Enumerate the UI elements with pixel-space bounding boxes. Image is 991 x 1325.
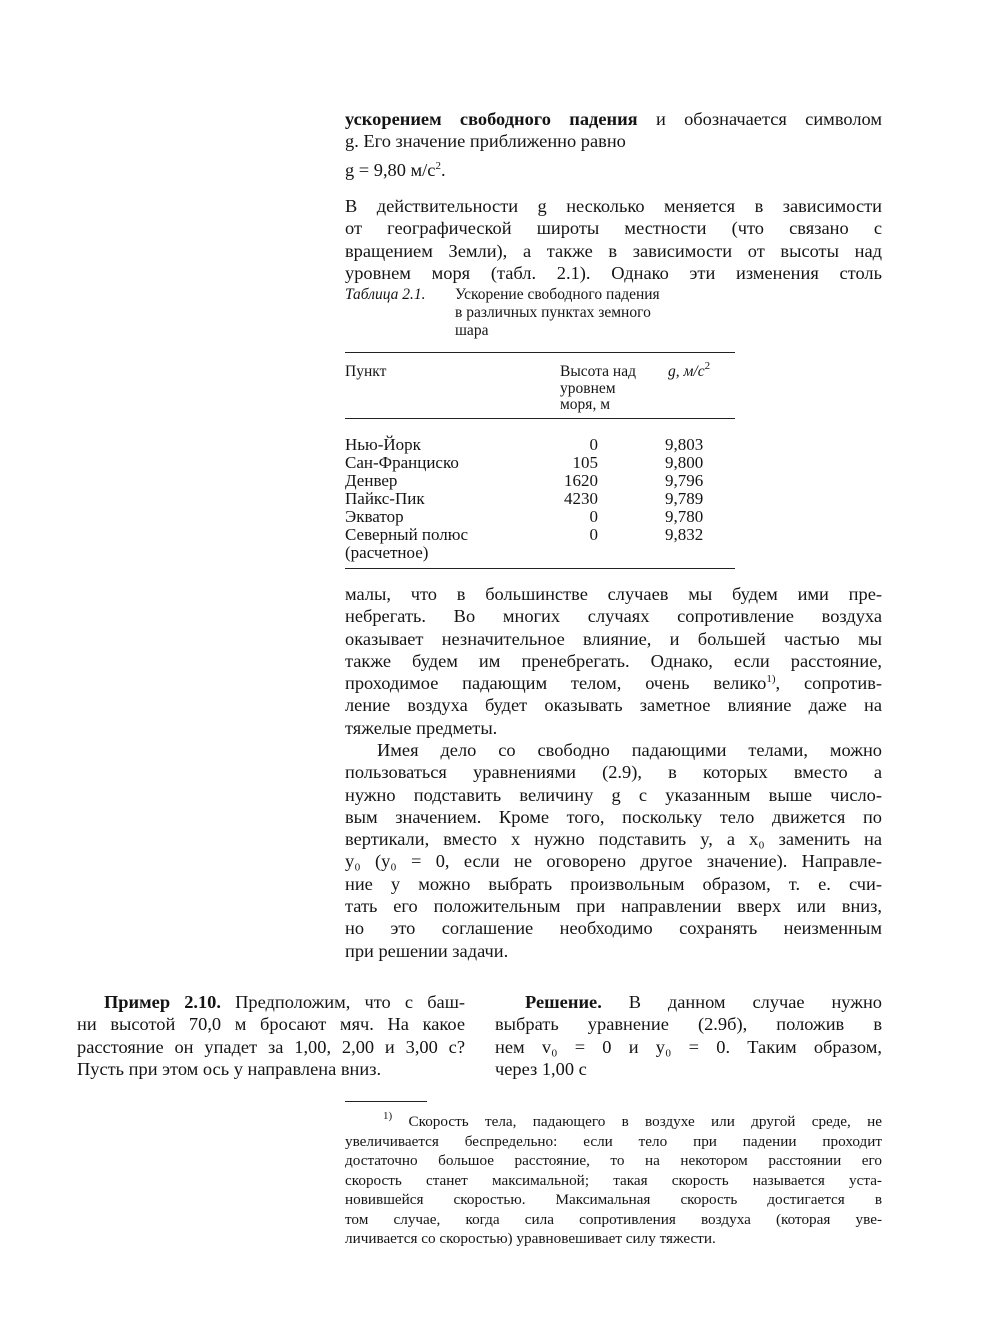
intro-line-2: g. Его значение приближенно равно [345,131,626,152]
paragraph-3 [345,739,882,962]
cell-height: 0 [589,507,598,526]
table-caption-label: Таблица 2.1. [345,286,426,303]
cell-g: 9,780 [665,507,704,526]
text-line: ление воздуха будет оказывать заметное влияние даже на [345,695,882,716]
text-line: достаточно большое расстояние, то на некотором расстоянии его [345,1152,882,1169]
cell-place: Сан-Франциско [345,453,459,472]
cell-place: Нью-Йорк [345,435,421,454]
cell-g: 9,803 [665,435,704,454]
solution-block [495,991,882,1080]
example-label: Пример 2.10. [104,992,221,1012]
paragraph-1 [345,195,882,284]
text-line: тяжелые предметы. [345,717,498,738]
table-header-rule [345,418,735,419]
text-line: нем v₀ = 0 и y₀ = 0. Таким образом, [495,1036,882,1057]
cell-g: 9,800 [665,453,704,472]
text-line: через 1,00 с [495,1058,587,1079]
formula-g: g = 9,80 $м/с^2$. [345,159,446,180]
text-line: тать его положительным при направлении вверх или вниз, [345,896,882,917]
text-line: также будем им пренебрегать. Однако, если расстояние, [345,650,882,671]
cell-place: Пайкс-Пик [345,489,425,508]
text-line: новившейся скоростью. Максимальная скорость достигается в [345,1191,882,1208]
text-line: ни высотой 70,0 м бросают мяч. На какое [77,1014,465,1035]
table-caption-line: в различных пунктах земного [455,304,651,321]
text-line: уровнем моря (табл. 2.1). Однако эти изменения столь [345,262,882,283]
table-caption-line: Ускорение свободного падения [455,286,660,303]
col-header-g: g, $м/с^2$ [668,360,711,380]
text-line: но это соглашение необходимо сохранять неизменным [345,918,882,939]
cell-height: 0 [589,525,598,544]
footnote [345,1112,882,1249]
paragraph-2 [345,583,882,739]
text-line: вым значением. Кроме того, поскольку тело движется по [345,806,882,827]
col-header-height: Высота над уровнем моря, м [560,363,636,413]
text-line: оказывает незначительное влияние, и большей частью мы [345,628,882,649]
table-bottom-rule [345,568,735,569]
text-line: В действительности g несколько меняется в зависимости [345,196,882,216]
text-line: Пусть при этом ось y направлена вниз. [77,1058,382,1079]
cell-height: 105 [572,453,598,472]
text-line: том случае, когда сила сопротивления воздуха (которая уве- [345,1210,882,1228]
cell-height: 0 [589,435,598,454]
text-line: Имея дело со свободно падающими телами, можно [377,740,882,760]
footnote-rule [345,1101,427,1102]
text-line: $^{1)}$ Скорость тела, падающего в воздухе или другой среде, не [383,1110,882,1130]
text-line: выбрать уравнение (2.9б), положив в [495,1014,882,1035]
cell-g: 9,796 [665,471,704,490]
text-line: малы, что в большинстве случаев мы будем ими пре- [345,584,882,604]
text-line: проходимое падающим телом, очень велико$^{1)}$, сопротив- [345,673,882,694]
text-line: пользоваться уравнениями (2.9), в которых вместо a [345,762,882,783]
cell-g: 9,789 [665,489,704,508]
cell-g: 9,832 [665,525,704,544]
text-line: от географической широты местности (что связано с [345,218,882,239]
text-line: вращением Земли), а также в зависимости от высоты над [345,240,882,261]
col-header-place: Пункт [345,363,387,380]
table-top-rule [345,352,735,353]
text-line: расстояние он упадет за 1,00, 2,00 и 3,00 с? [77,1036,465,1057]
text-line: вертикали, вместо x нужно подставить y, а x₀ заменить на [345,829,882,850]
text-line: Пример 2.10. Предположим, что с баш- [104,992,466,1012]
text-line: ние y можно выбрать произвольным образом, т. е. счи- [345,873,882,894]
example-block [77,991,465,1080]
text-line: y₀ (y₀ = 0, если не оговорено другое значение). Направле- [345,851,882,872]
text-line: при решении задачи. [345,940,509,961]
cell-height: 4230 [564,489,598,508]
text-line: нужно подставить величину g с указанным выше числo- [345,784,882,805]
text-line: увеличивается беспредельно: если тело при падении проходит [345,1132,882,1150]
intro-line-1: ускорением свободного падения и обозначается символом [345,109,882,129]
cell-place: Денвер [345,471,398,490]
footnote-mark: 1) [383,1110,393,1122]
term-bold: ускорением свободного падения [345,109,638,129]
table-caption-line: шара [455,322,489,339]
text-line: небрегать. Во многих случаях сопротивление воздуха [345,606,882,627]
text-line: Решение. В данном случае нужно [525,992,882,1012]
solution-label: Решение. [525,992,602,1012]
cell-place: Северный полюс (расчетное) [345,525,469,562]
text-line: личивается со скоростью) уравновешивает силу тяжести. [345,1230,716,1247]
text-line: скорость станет максимальной; такая скорость называется уста- [345,1171,882,1189]
cell-height: 1620 [564,471,598,490]
cell-place: Экватор [345,507,404,526]
intro-block [345,108,882,181]
footnote-ref: 1) [766,673,776,686]
